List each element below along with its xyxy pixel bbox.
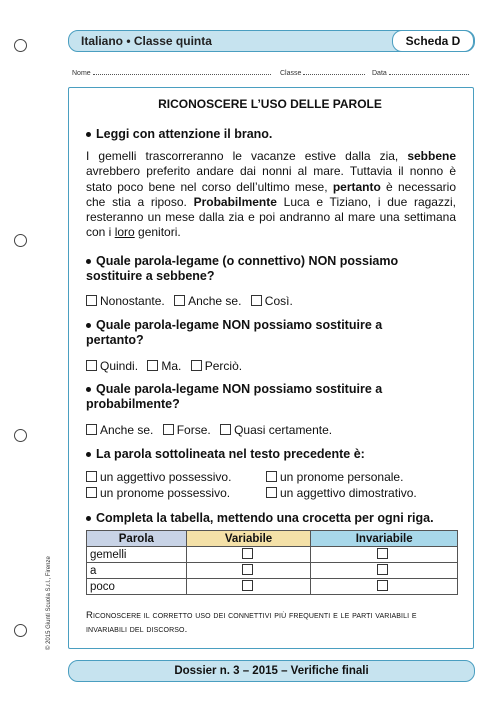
variabile-cell[interactable]	[186, 579, 311, 595]
nome-label: Nome	[72, 70, 91, 77]
option[interactable]: Anche se.	[86, 423, 153, 437]
bullet-icon	[86, 132, 91, 137]
checkbox[interactable]	[242, 548, 253, 559]
word-cell: poco	[87, 579, 187, 595]
option[interactable]: un pronome possessivo.	[86, 486, 230, 500]
instruction-text: Leggi con attenzione il brano.	[96, 127, 273, 141]
header-bar	[68, 30, 475, 52]
keyword-sebbene: sebbene	[407, 149, 456, 163]
footer-bar: Dossier n. 3 – 2015 – Verifiche finali	[68, 660, 475, 682]
keyword-probabilmente: Probabilmente	[193, 194, 277, 209]
table-row	[87, 547, 458, 563]
checkbox[interactable]	[220, 424, 231, 435]
invariabile-cell[interactable]	[311, 547, 458, 563]
option[interactable]: un aggettivo dimostrativo.	[266, 486, 417, 500]
question-1-options	[86, 294, 299, 308]
bullet-icon	[86, 516, 91, 521]
option[interactable]: Così.	[251, 294, 293, 308]
bullet-icon	[86, 323, 91, 328]
option[interactable]: un pronome personale.	[266, 470, 403, 484]
option[interactable]: Ma.	[147, 359, 181, 373]
page-title: RICONOSCERE L’USO DELLE PAROLE	[158, 97, 382, 111]
checkbox[interactable]	[377, 580, 388, 591]
checkbox[interactable]	[86, 424, 97, 435]
binder-hole	[14, 234, 27, 247]
question-3-options	[86, 423, 338, 437]
checkbox[interactable]	[163, 424, 174, 435]
checkbox[interactable]	[377, 548, 388, 559]
invariabile-cell[interactable]	[311, 563, 458, 579]
checkbox[interactable]	[86, 295, 97, 306]
question-3: Quale parola-legame NON possiamo sostituire a probabilmente?	[86, 382, 383, 411]
table-row	[87, 563, 458, 579]
data-field[interactable]	[372, 68, 469, 77]
data-label: Data	[372, 70, 387, 77]
checkbox[interactable]	[86, 487, 97, 498]
checkbox[interactable]	[147, 360, 158, 371]
bullet-icon	[86, 452, 91, 457]
classe-field[interactable]	[280, 68, 365, 77]
passage: I gemelli trascorreranno le vacanze estive dalla zia, sebbene avrebbero preferito andare dai nonni al mare. Tuttavia il nonno è stato poco bene nel corso dell’ultimo mese, pertanto è necessario che stia a riposo. Probabilmente Luca e Tiziano, i due ragazzi, resteranno un mese dalla zia e poi andranno al mare una settimana con i loro genitori.	[86, 149, 456, 240]
option[interactable]: Quasi certamente.	[220, 423, 332, 437]
header-variabile: Variabile	[186, 531, 311, 547]
underlined-word: loro	[114, 225, 135, 240]
checkbox[interactable]	[266, 487, 277, 498]
variabile-cell[interactable]	[186, 547, 311, 563]
bullet-icon	[86, 387, 91, 392]
question-4: La parola sottolineata nel testo precedente è:	[86, 447, 365, 462]
question-5: Completa la tabella, mettendo una crocetta per ogni riga.	[86, 511, 434, 526]
copyright: © 2015 Giunti Scuola S.r.l., Firenze	[46, 556, 52, 650]
checkbox[interactable]	[242, 580, 253, 591]
table-row	[87, 579, 458, 595]
checkbox[interactable]	[174, 295, 185, 306]
learning-objective: Riconoscere il corretto uso dei connettivi più frequenti e le parti variabili e invariabili del discorso.	[86, 610, 417, 635]
question-2-options	[86, 359, 248, 373]
keyword-pertanto: pertanto	[332, 179, 381, 194]
classe-label: Classe	[280, 70, 302, 77]
question-2: Quale parola-legame NON possiamo sostituire a pertanto?	[86, 318, 383, 347]
binder-hole	[14, 429, 27, 442]
option[interactable]: Anche se.	[174, 294, 241, 308]
invariabile-cell[interactable]	[311, 579, 458, 595]
instruction	[86, 127, 272, 142]
subject-label: Italiano • Classe quinta	[81, 34, 212, 48]
checkbox[interactable]	[251, 295, 262, 306]
checkbox[interactable]	[191, 360, 202, 371]
scheda-label: Scheda D	[392, 30, 474, 52]
word-cell: a	[87, 563, 187, 579]
checkbox[interactable]	[242, 564, 253, 575]
checkbox[interactable]	[86, 360, 97, 371]
nome-field[interactable]	[72, 68, 271, 77]
checkbox[interactable]	[377, 564, 388, 575]
option[interactable]: Perciò.	[191, 359, 242, 373]
word-cell: gemelli	[87, 547, 187, 563]
checkbox[interactable]	[266, 471, 277, 482]
binder-hole	[14, 39, 27, 52]
variabile-cell[interactable]	[186, 563, 311, 579]
bullet-icon	[86, 259, 91, 264]
classification-table	[86, 530, 458, 595]
header-parola: Parola	[87, 531, 187, 547]
option[interactable]: Quindi.	[86, 359, 138, 373]
option[interactable]: Nonostante.	[86, 294, 165, 308]
question-1: Quale parola-legame (o connettivo) NON possiamo sostituire a sebbene?	[86, 254, 399, 283]
option[interactable]: Forse.	[163, 423, 211, 437]
header-invariabile: Invariabile	[311, 531, 458, 547]
option[interactable]: un aggettivo possessivo.	[86, 470, 231, 484]
checkbox[interactable]	[86, 471, 97, 482]
binder-hole	[14, 624, 27, 637]
